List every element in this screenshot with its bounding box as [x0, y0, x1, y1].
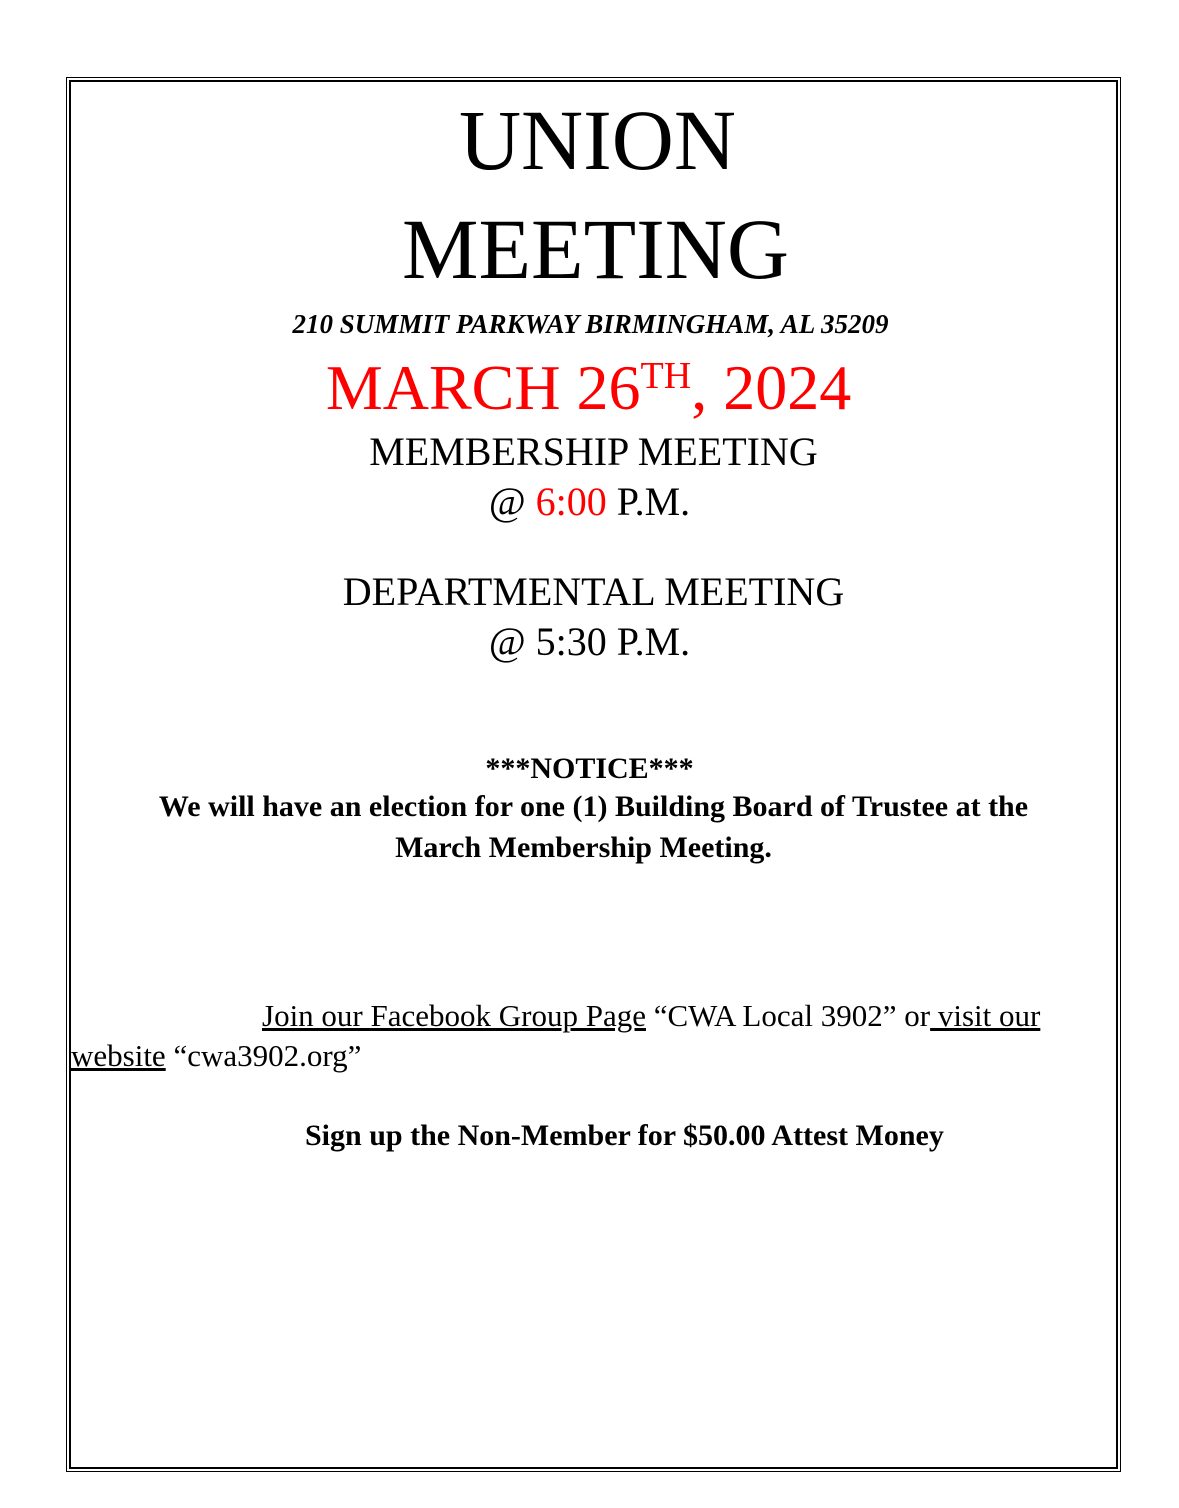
date-month-day: MARCH 26 — [325, 352, 641, 423]
website-link[interactable]: visit our website — [71, 998, 1041, 1073]
membership-meeting-time — [0, 479, 1179, 524]
membership-meeting-label: MEMBERSHIP MEETING — [369, 429, 818, 474]
membership-time-suffix: P.M. — [606, 479, 691, 524]
title-line-meeting: MEETING — [402, 201, 789, 297]
notice-heading: ***NOTICE*** — [485, 752, 694, 785]
social-links-paragraph — [71, 996, 1101, 1076]
title-line-union: UNION — [458, 92, 737, 188]
notice-text-line2: March Membership Meeting. — [395, 831, 772, 864]
website-name: “cwa3902.org” — [165, 1038, 362, 1073]
signup-note: Sign up the Non-Member for $50.00 Attest Money — [305, 1119, 944, 1152]
membership-at: @ — [488, 479, 536, 524]
meeting-address: 210 SUMMIT PARKWAY BIRMINGHAM, AL 35209 — [292, 309, 889, 339]
date-ordinal: TH — [640, 355, 692, 398]
facebook-group-link[interactable]: Join our Facebook Group Page — [262, 998, 646, 1033]
notice-text-line1: We will have an election for one (1) Building Board of Trustee at the — [158, 790, 1029, 823]
departmental-meeting-time: @ 5:30 P.M. — [488, 619, 691, 664]
departmental-meeting-label: DEPARTMENTAL MEETING — [342, 569, 845, 614]
meeting-date — [0, 352, 1178, 423]
date-year: , 2024 — [691, 352, 852, 423]
facebook-group-name: “CWA Local 3902” or — [646, 998, 931, 1033]
membership-time-value: 6:00 — [535, 479, 607, 524]
